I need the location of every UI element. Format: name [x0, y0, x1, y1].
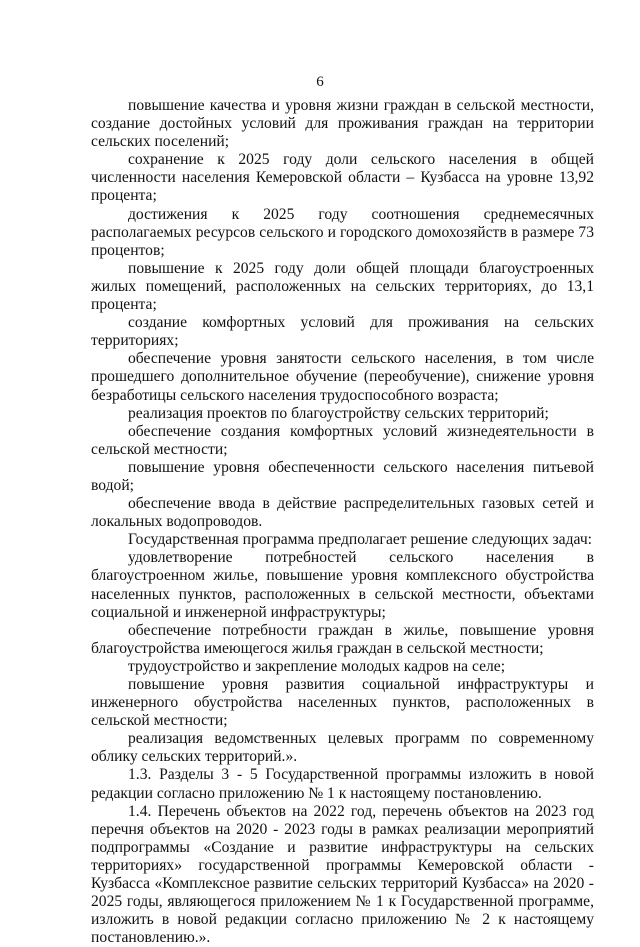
- paragraph: обеспечение ввода в действие распределительных газовых сетей и локальных водопроводов.: [91, 495, 594, 531]
- paragraph: 1.3. Разделы 3 - 5 Государственной программы изложить в новой редакции согласно приложению № 1 к настоящему постановлению.: [91, 766, 594, 802]
- paragraph: реализация проектов по благоустройству сельских территорий;: [128, 404, 549, 422]
- page-number: 6: [316, 74, 324, 90]
- paragraph: создание комфортных условий для проживания на сельских территориях;: [91, 314, 594, 350]
- paragraph: обеспечение уровня занятости сельского населения, в том числе прошедшего дополнительное обучение (переобучение), снижение уровня безработицы сельского населения трудоспособного возраста;: [91, 350, 594, 404]
- paragraph: сохранение к 2025 году доли сельского населения в общей численности населения Кемеровской области – Кузбасса на уровне 13,92 процента;: [91, 151, 594, 205]
- paragraph: достижения к 2025 году соотношения среднемесячных располагаемых ресурсов сельского и городского домохозяйств в размере 73 процентов;: [91, 205, 594, 259]
- paragraph: повышение уровня развития социальной инфраструктуры и инженерного обустройства населенных пунктов, расположенных в сельской местности;: [91, 676, 594, 730]
- paragraph: трудоустройство и закрепление молодых кадров на селе;: [128, 657, 506, 675]
- paragraph: обеспечение потребности граждан в жилье, повышение уровня благоустройства имеющегося жилья граждан в сельской местности;: [91, 621, 594, 657]
- paragraph: реализация ведомственных целевых программ по современному облику сельских территорий.».: [91, 730, 594, 766]
- document-body: [91, 97, 594, 947]
- paragraph: обеспечение создания комфортных условий жизнедеятельности в сельской местности;: [91, 422, 594, 458]
- paragraph: повышение качества и уровня жизни граждан в сельской местности, создание достойных условий для проживания граждан на территории сельских поселений;: [91, 97, 594, 151]
- paragraph: удовлетворение потребностей сельского населения в благоустроенном жилье, повышение уровня комплексного обустройства населенных пунктов, расположенных в сельской местности, объектами социальной и инженерной инфраструктуры;: [91, 549, 594, 621]
- paragraph: повышение уровня обеспеченности сельского населения питьевой водой;: [91, 458, 594, 494]
- paragraph: Государственная программа предполагает решение следующих задач:: [128, 531, 592, 549]
- paragraph: повышение к 2025 году доли общей площади благоустроенных жилых помещений, расположенных на сельских территориях, до 13,1 процента;: [91, 259, 594, 314]
- paragraph: 1.4. Перечень объектов на 2022 год, перечень объектов на 2023 год перечня объектов на 2020 - 2023 годы в рамках реализации мероприятий подпрограммы «Создание и развитие инфраструктуры на сельских территориях» государственной программы Кемеровской области - Кузбасса «Комплексное развитие сельских территорий Кузбасса» на 2020 - 2025 годы, являющегося приложением № 1 к Государственной программе, изложить в новой редакции согласно приложению № 2 к настоящему постановлению.».: [91, 802, 594, 947]
